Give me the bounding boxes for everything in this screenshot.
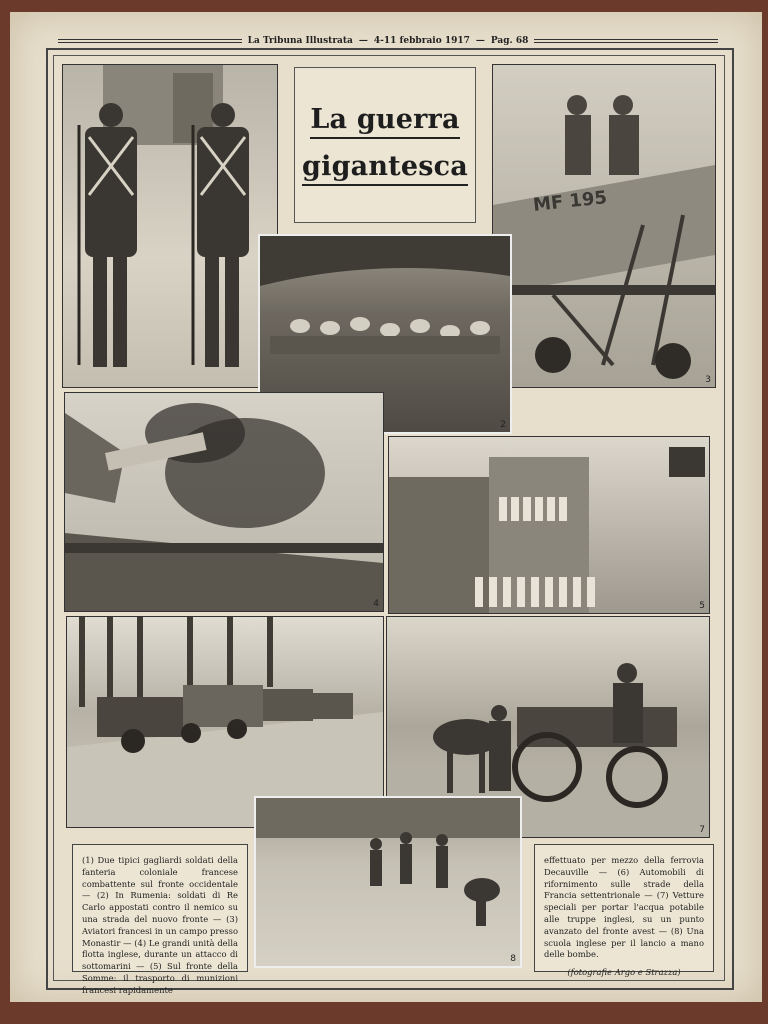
headline-box [294, 67, 476, 223]
soldiers-illustration [63, 65, 277, 387]
photo-number: 2 [500, 420, 506, 430]
headline-line-1: La guerra [310, 104, 459, 139]
photo-number: 5 [699, 601, 705, 611]
grenade-school-illustration [256, 798, 520, 966]
caption-left-text: (1) Due tipici gagliardi soldati della fanteria coloniale francese combattente sul fronte occidentale — (2) In Rumenia: soldati di Re Carlo appostati contro il nemico su una strada del nuovo fronte — (3) Aviatori francesi in un campo presso Monastir — (4) Le grandi unità della flotta inglese, durante un attacco di sottomarini — (5) Sul fronte della Somme: il trasporto di munizioni francesi rapidamente [82, 855, 238, 995]
headline-line-2: gigantesca [302, 151, 468, 186]
aircraft-marking: MF 195 [532, 187, 608, 216]
photo-soldiers [62, 64, 278, 388]
issue-date: 4-11 febbraio 1917 [373, 36, 470, 46]
page-number: Pag. 68 [490, 36, 529, 46]
caption-left [72, 844, 248, 995]
publication-name: La Tribuna Illustrata [247, 36, 353, 46]
naval-gun-illustration [65, 393, 383, 611]
page-header [58, 34, 718, 48]
header-dash: — [358, 36, 368, 46]
photo-credit: (fotografie Argo e Strazza) [567, 967, 681, 978]
photo-number: 7 [699, 825, 705, 835]
photo-number: 3 [705, 375, 711, 385]
photo-grenade-school [254, 796, 522, 968]
photo-aircraft [492, 64, 716, 388]
photo-naval-gun [64, 392, 384, 612]
header-dash: — [475, 36, 485, 46]
header-rule-left [58, 39, 242, 43]
caption-right-text: effettuato per mezzo della ferrovia Decauville — (6) Automobili di rifornimento sulle strade della Francia settentrionale — (7) Vetture speciali per portar l'acqua potabile alle truppe inglesi, su un punto avanzato del fronte avest — (8) Una scuola inglese per il lancio a mano delle bombe. [544, 855, 704, 960]
photo-munitions [388, 436, 710, 614]
caption-right [534, 844, 714, 978]
header-rule-right [534, 39, 718, 43]
aircraft-illustration [493, 65, 715, 387]
photo-number: 8 [510, 954, 516, 964]
munitions-illustration [389, 437, 709, 613]
photo-number: 4 [373, 599, 379, 609]
